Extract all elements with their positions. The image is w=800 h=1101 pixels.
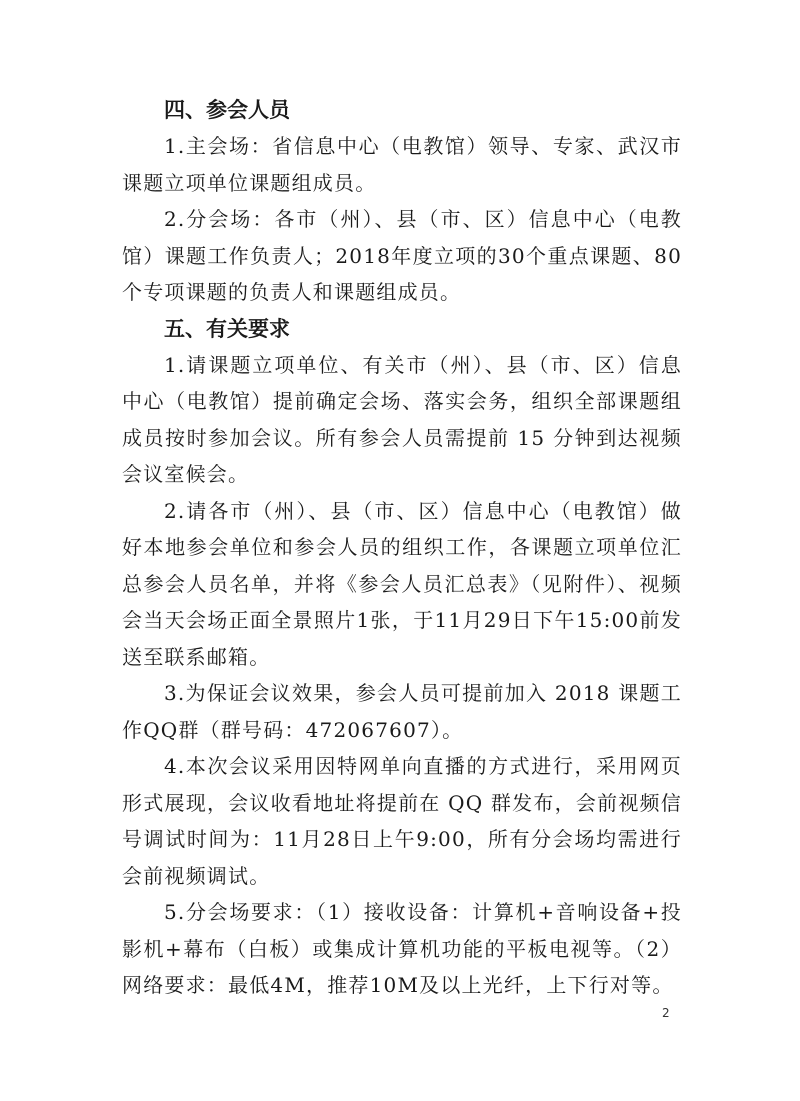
paragraph-main-venue: 1.主会场：省信息中心（电教馆）领导、专家、武汉市课题立项单位课题组成员。 bbox=[122, 134, 682, 195]
section-heading-requirements: 五、有关要求 bbox=[164, 316, 290, 341]
section-heading-attendees: 四、参会人员 bbox=[164, 98, 290, 122]
page-number: 2 bbox=[662, 1006, 670, 1020]
paragraph-requirement-1: 1.请课题立项单位、有关市（州）、县（市、区）信息中心（电教馆）提前确定会场、落实会务，组织全部课题组成员按时参加会议。所有参会人员需提前 15 分钟到达视频会议室候会。 bbox=[122, 352, 682, 486]
paragraph-requirement-3: 3.为保证会议效果，参会人员可提前加入 2018 课题工作QQ群（群号码：472067607）。 bbox=[122, 681, 682, 742]
paragraph-requirement-2: 2.请各市（州）、县（市、区）信息中心（电教馆）做好本地参会单位和参会人员的组织工作，各课题立项单位汇总参会人员名单，并将《参会人员汇总表》（见附件）、视频会当天会场正面全景照片1张，于11月29日下午15:00前发送至联系邮箱。 bbox=[122, 498, 682, 669]
paragraph-sub-venue: 2.分会场：各市（州）、县（市、区）信息中心（电教馆）课题工作负责人；2018年度立项的30个重点课题、80个专项课题的负责人和课题组成员。 bbox=[122, 207, 682, 304]
paragraph-requirement-4: 4.本次会议采用因特网单向直播的方式进行，采用网页形式展现，会议收看地址将提前在 QQ 群发布，会前视频信号调试时间为：11月28日上午9:00，所有分会场均需进行会前视频调试。 bbox=[122, 754, 682, 888]
paragraph-requirement-5: 5.分会场要求：（1）接收设备：计算机+音响设备+投影机+幕布（白板）或集成计算机功能的平板电视等。（2）网络要求：最低4M，推荐10M及以上光纤，上下行对等。 bbox=[122, 900, 682, 997]
document-body bbox=[122, 92, 682, 1004]
